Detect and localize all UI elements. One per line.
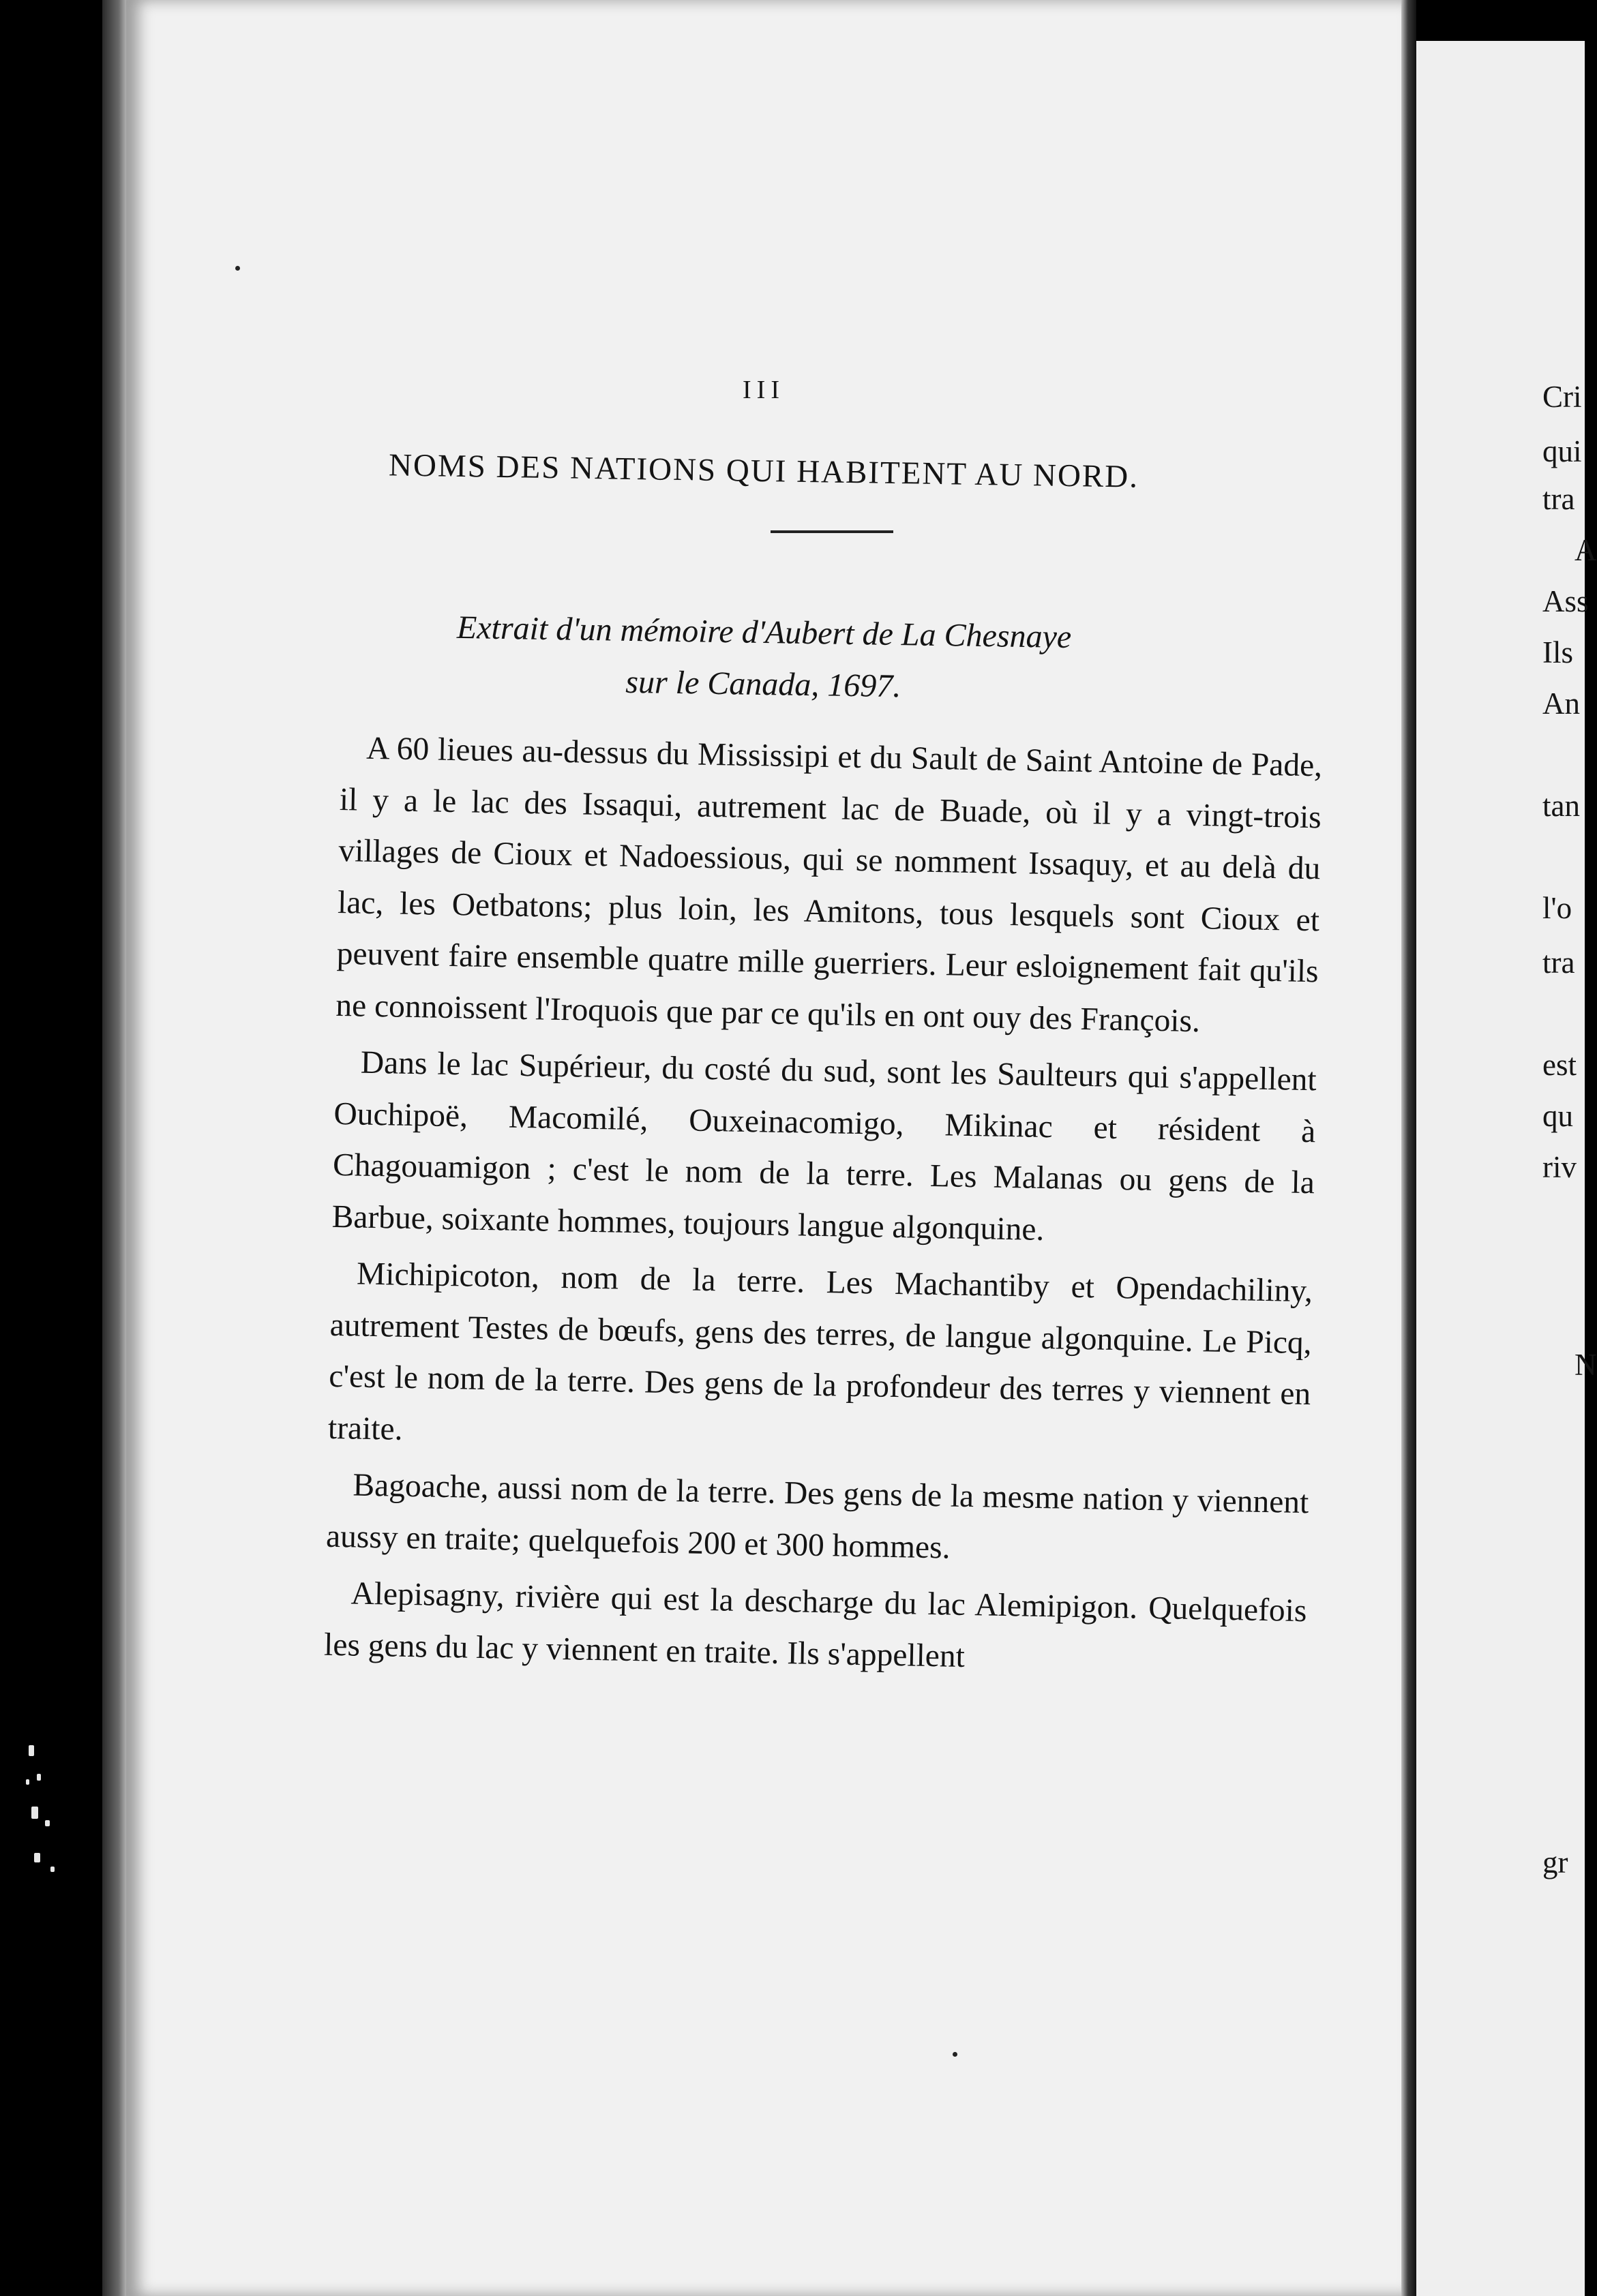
book-gutter bbox=[1401, 0, 1416, 2296]
facing-fragment: Ils bbox=[1542, 635, 1573, 669]
body-text bbox=[323, 723, 1322, 1694]
facing-fragment: tra bbox=[1542, 482, 1575, 516]
subtitle bbox=[204, 598, 1324, 719]
subtitle-line: Extrait d'un mémoire d'Aubert de La Chesnaye bbox=[456, 609, 1072, 656]
facing-fragment: l'o bbox=[1542, 891, 1572, 925]
section-number: III bbox=[743, 376, 785, 404]
subtitle-line: sur le Canada, 1697. bbox=[625, 663, 901, 705]
scan-noise bbox=[20, 1738, 61, 1888]
facing-fragment: gr bbox=[1542, 1845, 1568, 1879]
scan-speck bbox=[29, 1745, 34, 1756]
page-content bbox=[205, 0, 1323, 2296]
scan-speck bbox=[45, 1820, 50, 1826]
paragraph: Alepisagny, rivière qui est la descharge du lac Alemipigon. Quelquefois les gens du lac y viennent en traite. Ils s'appellent bbox=[323, 1575, 1307, 1674]
facing-fragment: Ass bbox=[1542, 584, 1589, 618]
chapter-title: NOMS DES NATIONS QUI HABITENT AU NORD. bbox=[388, 447, 1139, 495]
facing-fragment: tan bbox=[1542, 789, 1580, 823]
page-edge-shadow bbox=[102, 0, 130, 2296]
facing-fragment: A bbox=[1574, 533, 1597, 567]
facing-fragment: est bbox=[1542, 1048, 1577, 1082]
paragraph: Dans le lac Supérieur, du costé du sud, sont les Saulteurs qui s'appellent Ouchipoë, Macomilé, Ouxeinacomigo, Mikinac et résident à Chagouamigon ; c'est le nom de la terre. Les Malanas ou gens de la Barbue, soixante hommes, toujours langue algonquine. bbox=[331, 1044, 1317, 1248]
paragraph: A 60 lieues au-dessus du Mississipi et du Sault de Saint Antoine de Pade, il y a le lac des Issaqui, autrement lac de Buade, où il y a vingt-trois villages de Cioux et Nadoessious, qui se nomment Issaquy, et au delà du lac, les Oetbatons; plus loin, les Amitons, tous lesquels sont Cioux et peuvent faire ensemble quatre mille guerriers. Leur esloignement fait qu'ils ne connoissent l'Iroquois que par ce qu'ils en ont ouy des François. bbox=[335, 730, 1323, 1039]
scan-speck bbox=[26, 1779, 29, 1785]
facing-fragment: qu bbox=[1542, 1099, 1573, 1133]
scan-speck bbox=[31, 1807, 38, 1819]
paragraph: Michipicoton, nom de la terre. Les Machantiby et Opendachiliny, autrement Testes de bœufs, gens des terres, de langue algonquine. Le Picq, c'est le nom de la terre. Des gens de la profondeur des terres y viennent en traite. bbox=[327, 1256, 1313, 1447]
scan-speck bbox=[34, 1853, 40, 1862]
scan-speck bbox=[37, 1774, 41, 1781]
facing-fragment: N bbox=[1574, 1348, 1597, 1382]
facing-page bbox=[1416, 41, 1597, 2296]
facing-fragment: An bbox=[1542, 686, 1580, 721]
facing-fragment: Cri bbox=[1542, 380, 1582, 414]
scan-speck bbox=[50, 1867, 55, 1872]
facing-fragment: tra bbox=[1542, 946, 1575, 980]
facing-fragment: qui bbox=[1542, 434, 1582, 468]
facing-fragment: riv bbox=[1542, 1150, 1577, 1184]
paragraph: Bagoache, aussi nom de la terre. Des gens de la mesme nation y viennent aussy en traite; quelquefois 200 et 300 hommes. bbox=[325, 1467, 1309, 1566]
title-rule bbox=[771, 530, 893, 533]
